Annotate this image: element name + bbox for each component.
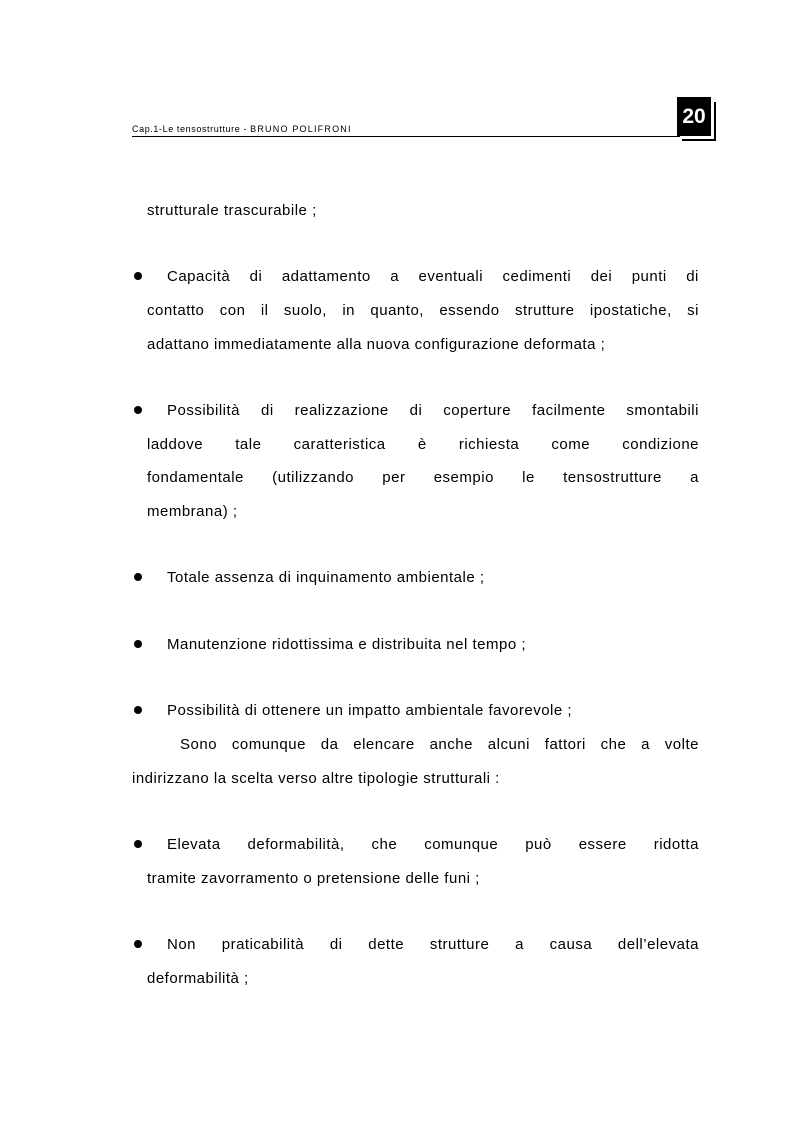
word: deformabilità, — [247, 836, 345, 853]
word: dei — [590, 268, 613, 285]
word: a — [690, 469, 699, 486]
word: realizzazione — [294, 402, 389, 419]
chapter-title: Cap.1-Le tensostrutture - — [132, 124, 251, 134]
page-number: 20 — [677, 97, 711, 136]
header-rule — [132, 136, 715, 137]
word: le — [522, 469, 535, 486]
word: essere — [578, 836, 627, 853]
word: praticabilità — [221, 936, 305, 953]
word: Possibilità — [167, 402, 241, 419]
word: Capacità — [167, 268, 231, 285]
text-line: deformabilità ; — [147, 970, 249, 987]
text-line-justified — [167, 835, 699, 855]
word: quanto, — [370, 302, 424, 319]
word: condizione — [622, 436, 699, 453]
text-line: adattano immediatamente alla nuova configurazione deformata ; — [147, 336, 606, 353]
word: dell’elevata — [617, 936, 699, 953]
word: suolo, — [283, 302, 327, 319]
word: contatto — [147, 302, 205, 319]
word: tensostrutture — [563, 469, 662, 486]
word: per — [382, 469, 406, 486]
text-line: tramite zavorramento o pretensione delle funi ; — [147, 870, 480, 887]
text-line-justified — [167, 935, 699, 955]
text-line-justified — [167, 401, 699, 421]
running-header — [132, 124, 352, 134]
bullet-icon — [134, 706, 142, 714]
word: anche — [429, 736, 473, 753]
word: (utilizzando — [272, 469, 355, 486]
word: Sono — [180, 736, 218, 753]
bullet-icon — [134, 406, 142, 414]
word: dette — [368, 936, 405, 953]
word: smontabili — [626, 402, 699, 419]
text-line: Totale assenza di inquinamento ambientale ; — [167, 569, 485, 586]
word: ridotta — [653, 836, 699, 853]
text-line: Manutenzione ridottissima e distribuita nel tempo ; — [167, 636, 527, 653]
word: facilmente — [532, 402, 606, 419]
word: Non — [167, 936, 197, 953]
word: fattori — [544, 736, 586, 753]
word: punti — [631, 268, 667, 285]
word: con — [219, 302, 246, 319]
author-name: BRUNO POLIFRONI — [250, 124, 352, 134]
text-line-justified — [147, 435, 699, 455]
word: di — [409, 402, 423, 419]
word: si — [687, 302, 699, 319]
word: che — [600, 736, 627, 753]
text-line-justified — [180, 735, 699, 755]
word: comunque — [424, 836, 499, 853]
word: tale — [235, 436, 262, 453]
word: ipostatiche, — [589, 302, 672, 319]
word: di — [249, 268, 263, 285]
word: strutture — [514, 302, 575, 319]
word: richiesta — [458, 436, 520, 453]
word: alcuni — [487, 736, 530, 753]
word: esempio — [433, 469, 494, 486]
word: adattamento — [281, 268, 371, 285]
word: il — [260, 302, 269, 319]
word: a — [641, 736, 650, 753]
bullet-icon — [134, 940, 142, 948]
word: Elevata — [167, 836, 221, 853]
word: causa — [549, 936, 593, 953]
word: in — [342, 302, 356, 319]
word: eventuali — [418, 268, 484, 285]
word: a — [390, 268, 400, 285]
word: elencare — [353, 736, 415, 753]
word: di — [329, 936, 343, 953]
text-line: membrana) ; — [147, 503, 238, 520]
word: di — [686, 268, 699, 285]
text-line: strutturale trascurabile ; — [147, 202, 317, 219]
word: comunque — [231, 736, 306, 753]
bullet-icon — [134, 840, 142, 848]
text-line-justified — [147, 301, 699, 321]
text-line: Possibilità di ottenere un impatto ambientale favorevole ; — [167, 702, 573, 719]
word: è — [417, 436, 427, 453]
text-line: indirizzano la scelta verso altre tipologie strutturali : — [132, 770, 500, 787]
word: come — [551, 436, 591, 453]
bullet-icon — [134, 272, 142, 280]
word: laddove — [147, 436, 204, 453]
word: volte — [664, 736, 699, 753]
word: che — [371, 836, 398, 853]
word: cedimenti — [502, 268, 572, 285]
word: strutture — [429, 936, 490, 953]
bullet-icon — [134, 573, 142, 581]
word: essendo — [439, 302, 500, 319]
word: a — [515, 936, 524, 953]
bullet-icon — [134, 640, 142, 648]
word: fondamentale — [147, 469, 244, 486]
word: può — [525, 836, 552, 853]
word: di — [260, 402, 274, 419]
word: caratteristica — [293, 436, 386, 453]
word: da — [320, 736, 339, 753]
word: coperture — [443, 402, 512, 419]
text-line-justified — [147, 468, 699, 488]
text-line-justified — [167, 267, 699, 287]
